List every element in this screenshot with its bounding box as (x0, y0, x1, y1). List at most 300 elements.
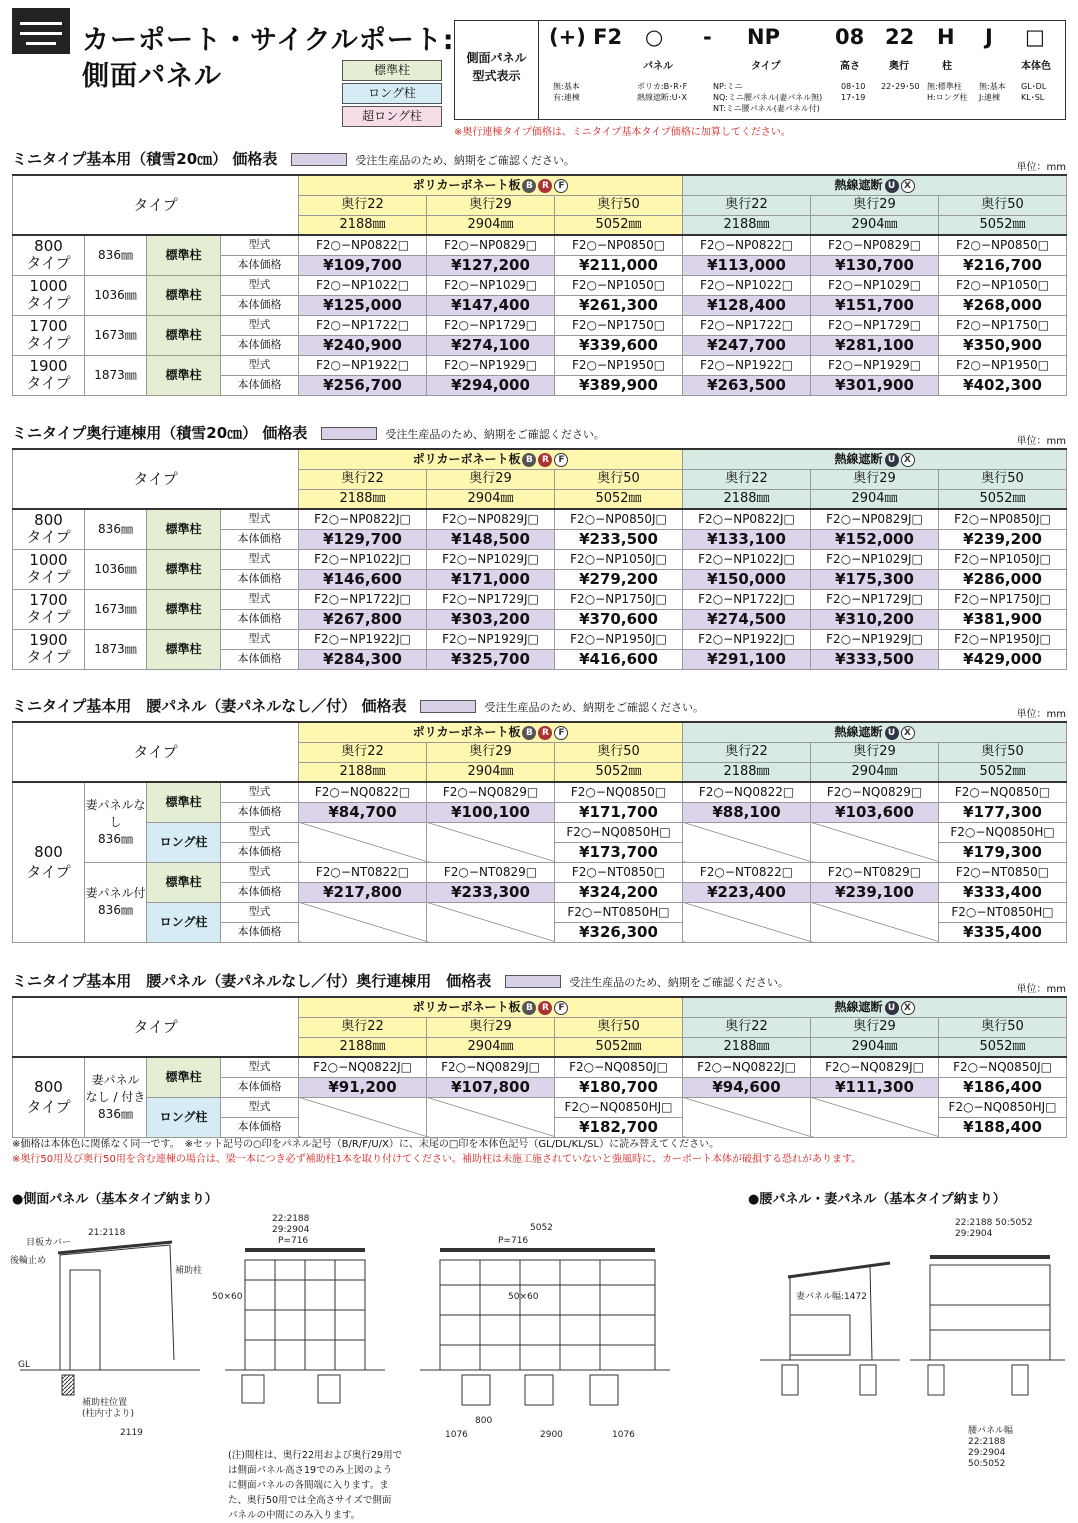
footnote-2: ※奥行50用及び奥行50用を含む連棟の場合は、梁一本につき必ず補助柱1本を取り付けてください。補助柱は未施工施されていないと強風時に、カーポート本体が破損する恐れがあります。 (12, 1154, 862, 1165)
r-icon: R (538, 726, 552, 740)
x-icon: X (901, 179, 915, 193)
table-cell: F2○−NQ0822□ (299, 782, 427, 802)
empty-cell (427, 822, 555, 862)
width-header: 2904㎜ (427, 762, 555, 782)
table-cell: F2○−NP0822□ (299, 235, 427, 255)
depth-header: 奥行50 (555, 742, 683, 762)
table-cell: F2○−NP1729□ (427, 315, 555, 335)
page-subtitle: 側面パネル (82, 61, 222, 92)
model-label: 型式 (221, 549, 299, 569)
table-cell: F2○−NP1729J□ (427, 589, 555, 609)
price-label: 本体価格 (221, 335, 299, 355)
table-cell: F2○−NP1029□ (811, 275, 939, 295)
model-label: 型式 (221, 589, 299, 609)
note-post: 無:標準柱 H:ロング柱 (927, 82, 968, 102)
dim-label-g: 補助柱位置(柱内寸より) (82, 1398, 135, 1419)
type-cell: 1000 タイプ (13, 549, 85, 589)
price-cell: ¥130,700 (811, 255, 939, 275)
price-cell: ¥84,700 (299, 802, 427, 822)
note-depth: 22･29･50 (881, 82, 920, 91)
depth-header: 奥行22 (683, 1017, 811, 1037)
price-label: 本体価格 (221, 375, 299, 395)
b-icon: B (522, 726, 536, 740)
table-cell: F2○−NP1750□ (555, 315, 683, 335)
price-cell: ¥171,700 (555, 802, 683, 822)
width-header: 2188㎜ (683, 762, 811, 782)
width-header: 2904㎜ (427, 489, 555, 509)
made-to-order-swatch (321, 427, 377, 440)
made-to-order-swatch (505, 975, 561, 988)
price-cell: ¥133,100 (683, 529, 811, 549)
post-cell: 標準柱 (147, 355, 221, 395)
price-cell: ¥128,400 (683, 295, 811, 315)
construction-diagrams (0, 1205, 1078, 1515)
price-cell: ¥233,500 (555, 529, 683, 549)
price-label: 本体価格 (221, 255, 299, 275)
height-cell: 1036㎜ (85, 275, 147, 315)
table-cell: F2○−NP1750□ (939, 315, 1067, 335)
sub-type: タイプ (751, 61, 781, 72)
footnote-1: ※価格は本体色に関係なく同一です。 ※セット記号の○印をパネル記号（B/R/F/U/X）に、末尾の□印を本体色記号（GL/DL/KL/SL）に読み替えてください。 (12, 1139, 720, 1150)
price-label: 本体価格 (221, 529, 299, 549)
note-type: NP:ミニ NQ:ミニ腰パネル(妻パネル無) NT:ミニ腰パネル(妻パネル付) (713, 82, 823, 113)
code-panel: ○ (645, 25, 664, 49)
type-cell: 800 タイプ (13, 509, 85, 549)
price-cell: ¥223,400 (683, 882, 811, 902)
table-cell: F2○−NQ0850□ (939, 782, 1067, 802)
depth-header: 奥行29 (427, 742, 555, 762)
post-cell-long: ロング柱 (147, 822, 221, 862)
price-cell: ¥111,300 (811, 1077, 939, 1097)
depth-header: 奥行22 (299, 469, 427, 489)
x-icon: X (901, 453, 915, 467)
poly-header: ポリカーボネート板 B R F (299, 449, 683, 469)
table-cell: F2○−NP1922□ (299, 355, 427, 375)
width-header: 5052㎜ (555, 489, 683, 509)
f-icon: F (554, 726, 568, 740)
table-cell: F2○−NP1022J□ (299, 549, 427, 569)
price-cell: ¥370,600 (555, 609, 683, 629)
price-cell: ¥310,200 (811, 609, 939, 629)
r-icon: R (538, 1001, 552, 1015)
table-cell: F2○−NT0850H□ (555, 902, 683, 922)
order-note: 受注生産品のため、納期をご確認ください。 (484, 701, 705, 714)
price-cell: ¥175,300 (811, 569, 939, 589)
dim-label-k: 1076 (445, 1430, 468, 1440)
order-note: 受注生産品のため、納期をご確認ください。 (355, 154, 575, 167)
depth-header: 奥行29 (811, 1017, 939, 1037)
type-header: タイプ (13, 997, 299, 1057)
code-depth: 22 (885, 25, 915, 49)
price-cell: ¥94,600 (683, 1077, 811, 1097)
table-cell: F2○−NP0829□ (427, 235, 555, 255)
table-cell: F2○−NP0829□ (811, 235, 939, 255)
width-header: 2904㎜ (811, 762, 939, 782)
table-cell: F2○−NT0850□ (555, 862, 683, 882)
depth-header: 奥行29 (427, 1017, 555, 1037)
model-label: 型式 (221, 315, 299, 335)
price-cell: ¥286,000 (939, 569, 1067, 589)
f-icon: F (554, 179, 568, 193)
table-cell: F2○−NT0850□ (939, 862, 1067, 882)
model-label: 型式 (221, 235, 299, 255)
price-cell: ¥239,200 (939, 529, 1067, 549)
unit-label: 単位：mm (1016, 709, 1066, 720)
sub-panel: パネル (643, 61, 673, 72)
price-label: 本体価格 (221, 295, 299, 315)
table-cell: F2○−NP1922J□ (299, 629, 427, 649)
b-icon: B (522, 1001, 536, 1015)
price-cell: ¥291,100 (683, 649, 811, 669)
price-cell: ¥301,900 (811, 375, 939, 395)
height-cell: 1873㎜ (85, 629, 147, 669)
dim-label-l: 2900 (540, 1430, 563, 1440)
dim-label-p: 目板カバー (26, 1238, 72, 1248)
table-cell: F2○−NP0829J□ (427, 509, 555, 529)
r-icon: R (538, 453, 552, 467)
table-cell: F2○−NT0822□ (683, 862, 811, 882)
depth-header: 奥行50 (939, 742, 1067, 762)
model-label: 型式 (221, 782, 299, 802)
table-cell: F2○−NP1022□ (299, 275, 427, 295)
type-header: タイプ (13, 449, 299, 509)
width-header: 2904㎜ (811, 489, 939, 509)
table-cell: F2○−NP1922J□ (683, 629, 811, 649)
table-cell: F2○−NP1050□ (555, 275, 683, 295)
dim-label-d: P=716 (278, 1236, 309, 1246)
price-cell: ¥180,700 (555, 1077, 683, 1097)
dim-label-e: 50×60 (212, 1292, 243, 1302)
heat-header: 熱線遮断 U X (683, 722, 1067, 742)
width-header: 2904㎜ (811, 1037, 939, 1057)
price-label: 本体価格 (221, 882, 299, 902)
dim-label-f: 補助柱 (175, 1266, 203, 1276)
empty-cell (683, 902, 811, 942)
group-cell: 妻パネルなし 836㎜ (85, 782, 147, 862)
order-note: 受注生産品のため、納期をご確認ください。 (385, 428, 605, 441)
price-cell: ¥256,700 (299, 375, 427, 395)
price-cell: ¥152,000 (811, 529, 939, 549)
table-cell: F2○−NQ0822J□ (299, 1057, 427, 1077)
price-cell: ¥103,600 (811, 802, 939, 822)
type-cell: 1900 タイプ (13, 629, 85, 669)
heat-header: 熱線遮断 U X (683, 175, 1067, 195)
price-cell: ¥389,900 (555, 375, 683, 395)
table-cell: F2○−NP1950□ (555, 355, 683, 375)
price-cell: ¥274,100 (427, 335, 555, 355)
note-color: GL･DL KL･SL (1021, 82, 1047, 102)
note-height: 08･10 17･19 (841, 82, 866, 102)
unit-label: 単位：mm (1016, 984, 1066, 995)
model-label: 型式 (221, 1097, 299, 1117)
table-cell: F2○−NP0822□ (683, 235, 811, 255)
price-cell: ¥350,900 (939, 335, 1067, 355)
table-cell: F2○−NP1029J□ (811, 549, 939, 569)
post-cell: 標準柱 (147, 629, 221, 669)
section-title: ミニタイプ基本用 腰パネル（妻パネルなし／付）奥行連棟用 価格表 受注生産品のため、納期をご確認ください。 (12, 972, 789, 990)
table-cell: F2○−NP0850J□ (555, 509, 683, 529)
width-header: 2904㎜ (811, 215, 939, 235)
price-table-basic (12, 148, 1066, 396)
depth-header: 奥行29 (811, 469, 939, 489)
header-warning: ※奥行連棟タイプ価格は、ミニタイプ基本タイプ価格に加算してください。 (454, 127, 791, 138)
post-cell: 標準柱 (147, 275, 221, 315)
width-header: 5052㎜ (555, 215, 683, 235)
depth-header: 奥行22 (683, 195, 811, 215)
price-cell: ¥335,400 (939, 922, 1067, 942)
unit-label: 単位：mm (1016, 162, 1066, 173)
group-cell: 妻パネル付 836㎜ (85, 862, 147, 942)
table-cell: F2○−NP1950J□ (939, 629, 1067, 649)
depth-header: 奥行50 (939, 469, 1067, 489)
empty-cell (299, 1097, 427, 1137)
made-to-order-swatch (291, 153, 347, 166)
u-icon: U (885, 726, 899, 740)
height-cell: 1673㎜ (85, 315, 147, 355)
depth-header: 奥行50 (939, 1017, 1067, 1037)
dim-label-q: 後輪止め (10, 1256, 47, 1266)
price-cell: ¥125,000 (299, 295, 427, 315)
sub-color: 本体色 (1021, 61, 1051, 72)
width-header: 5052㎜ (555, 762, 683, 782)
note-joint: 無:基本 有:連棟 (553, 82, 580, 102)
diagram-title-side: ●側面パネル（基本タイプ納まり） (12, 1192, 218, 1207)
table-cell: F2○−NQ0850HJ□ (555, 1097, 683, 1117)
price-cell: ¥281,100 (811, 335, 939, 355)
height-cell: 1873㎜ (85, 355, 147, 395)
price-label: 本体価格 (221, 922, 299, 942)
table-cell: F2○−NP1729□ (811, 315, 939, 335)
code-post: H (937, 25, 955, 49)
height-cell: 1673㎜ (85, 589, 147, 629)
price-cell: ¥150,000 (683, 569, 811, 589)
table-cell: F2○−NT0829□ (427, 862, 555, 882)
price-cell: ¥233,300 (427, 882, 555, 902)
u-icon: U (885, 453, 899, 467)
price-cell: ¥186,400 (939, 1077, 1067, 1097)
poly-header: ポリカーボネート板 B R F (299, 175, 683, 195)
page-title: カーポート・サイクルポート: (82, 25, 455, 56)
table-cell: F2○−NP0850□ (555, 235, 683, 255)
brand-logo (12, 8, 70, 54)
table-cell: F2○−NP1029□ (427, 275, 555, 295)
price-cell: ¥171,000 (427, 569, 555, 589)
table-cell: F2○−NP1029J□ (427, 549, 555, 569)
table-cell: F2○−NP1050J□ (939, 549, 1067, 569)
price-cell: ¥274,500 (683, 609, 811, 629)
post-cell: 標準柱 (147, 1057, 221, 1097)
table-cell: F2○−NQ0829□ (811, 782, 939, 802)
model-label: 型式 (221, 509, 299, 529)
code-color: □ (1025, 25, 1045, 49)
model-label: 型式 (221, 1057, 299, 1077)
model-label: 型式 (221, 902, 299, 922)
price-cell: ¥91,200 (299, 1077, 427, 1097)
table-cell: F2○−NP1750J□ (939, 589, 1067, 609)
price-cell: ¥109,700 (299, 255, 427, 275)
table-cell: F2○−NP1050□ (939, 275, 1067, 295)
width-header: 5052㎜ (939, 489, 1067, 509)
price-cell: ¥127,200 (427, 255, 555, 275)
f-icon: F (554, 1001, 568, 1015)
type-cell: 1000 タイプ (13, 275, 85, 315)
post-cell: 標準柱 (147, 235, 221, 275)
table-cell: F2○−NQ0850H□ (555, 822, 683, 842)
width-header: 5052㎜ (939, 762, 1067, 782)
code-label: 側面パネル 型式表示 (455, 21, 539, 119)
width-header: 2188㎜ (683, 489, 811, 509)
f-icon: F (554, 453, 568, 467)
price-cell: ¥268,000 (939, 295, 1067, 315)
unit-label: 単位：mm (1016, 436, 1066, 447)
depth-header: 奥行22 (683, 742, 811, 762)
height-cell: 836㎜ (85, 509, 147, 549)
table-cell: F2○−NP1929J□ (427, 629, 555, 649)
price-cell: ¥303,200 (427, 609, 555, 629)
depth-header: 奥行22 (299, 742, 427, 762)
price-label: 本体価格 (221, 1077, 299, 1097)
price-cell: ¥211,000 (555, 255, 683, 275)
table-cell: F2○−NQ0829J□ (427, 1057, 555, 1077)
price-cell: ¥151,700 (811, 295, 939, 315)
heat-header: 熱線遮断 U X (683, 997, 1067, 1017)
height-cell: 836㎜ (85, 235, 147, 275)
section-title: ミニタイプ基本用（積雪20㎝） 価格表 受注生産品のため、納期をご確認ください。 (12, 150, 575, 168)
table-cell: F2○−NP1950J□ (555, 629, 683, 649)
price-cell: ¥294,000 (427, 375, 555, 395)
dim-label-b: 22:2188 29:2904 (272, 1214, 310, 1235)
table-cell: F2○−NP0850□ (939, 235, 1067, 255)
width-header: 5052㎜ (555, 1037, 683, 1057)
price-cell: ¥333,400 (939, 882, 1067, 902)
price-cell: ¥261,300 (555, 295, 683, 315)
group-cell: 妻パネル なし / 付き 836㎜ (85, 1057, 147, 1137)
dim-label-k2: 1076 (612, 1430, 635, 1440)
legend-extra-long: 超ロング柱 (342, 106, 442, 127)
table-cell: F2○−NQ0829□ (427, 782, 555, 802)
table-cell: F2○−NQ0850H□ (939, 822, 1067, 842)
width-header: 5052㎜ (939, 215, 1067, 235)
price-cell: ¥182,700 (555, 1117, 683, 1137)
price-cell: ¥279,200 (555, 569, 683, 589)
table-cell: F2○−NP1050J□ (555, 549, 683, 569)
dim-label-gl: GL (18, 1360, 30, 1370)
table-cell: F2○−NP1929□ (427, 355, 555, 375)
dim-label-a: 21:2118 (88, 1228, 126, 1238)
empty-cell (299, 822, 427, 862)
heat-header: 熱線遮断 U X (683, 449, 1067, 469)
price-cell: ¥326,300 (555, 922, 683, 942)
diagram-note: (注)間柱は、奥行22用および奥行29用で は側面パネル高さ19でのみ上図のよう に側面パネルの各間端に入ります。ま た、奥行50用では全高さサイズで側面 パネルの中間にのみ入ります。 (228, 1450, 403, 1521)
table-cell: F2○−NT0822□ (299, 862, 427, 882)
u-icon: U (885, 179, 899, 193)
price-cell: ¥339,600 (555, 335, 683, 355)
table-cell: F2○−NQ0822J□ (683, 1057, 811, 1077)
empty-cell (427, 902, 555, 942)
height-cell: 1036㎜ (85, 549, 147, 589)
price-cell: ¥239,100 (811, 882, 939, 902)
price-table-waist (12, 695, 1066, 943)
width-header: 2188㎜ (299, 762, 427, 782)
table-cell: F2○−NP1722J□ (299, 589, 427, 609)
price-cell: ¥284,300 (299, 649, 427, 669)
depth-header: 奥行29 (811, 742, 939, 762)
post-cell: 標準柱 (147, 589, 221, 629)
price-cell: ¥429,000 (939, 649, 1067, 669)
order-note: 受注生産品のため、納期をご確認ください。 (569, 976, 789, 989)
r-icon: R (538, 179, 552, 193)
dim-label-d2: P=716 (498, 1236, 529, 1246)
price-cell: ¥179,300 (939, 842, 1067, 862)
post-cell: 標準柱 (147, 782, 221, 822)
table-cell: F2○−NP1922□ (683, 355, 811, 375)
table-cell: F2○−NP1729J□ (811, 589, 939, 609)
table-cell: F2○−NP1722J□ (683, 589, 811, 609)
width-header: 2188㎜ (299, 1037, 427, 1057)
price-cell: ¥381,900 (939, 609, 1067, 629)
table-cell: F2○−NQ0850J□ (939, 1057, 1067, 1077)
price-cell: ¥188,400 (939, 1117, 1067, 1137)
price-cell: ¥129,700 (299, 529, 427, 549)
price-cell: ¥107,800 (427, 1077, 555, 1097)
price-cell: ¥324,200 (555, 882, 683, 902)
empty-cell (299, 902, 427, 942)
table-cell: F2○−NQ0829J□ (811, 1057, 939, 1077)
post-cell: 標準柱 (147, 509, 221, 549)
model-label: 型式 (221, 275, 299, 295)
table-cell: F2○−NP1950□ (939, 355, 1067, 375)
dim-label-m: 800 (475, 1416, 493, 1426)
table-cell: F2○−NQ0850□ (555, 782, 683, 802)
dim-label-j: 22:2188 50:5052 29:2904 (955, 1218, 1033, 1239)
price-cell: ¥113,000 (683, 255, 811, 275)
price-cell: ¥173,700 (555, 842, 683, 862)
b-icon: B (522, 179, 536, 193)
price-cell: ¥402,300 (939, 375, 1067, 395)
code-type: NP (747, 25, 780, 49)
price-label: 本体価格 (221, 842, 299, 862)
price-cell: ¥263,500 (683, 375, 811, 395)
table-cell: F2○−NP1722□ (299, 315, 427, 335)
post-cell: 標準柱 (147, 315, 221, 355)
dim-label-i: 腰パネル幅 22:2188 29:2904 50:5052 (968, 1426, 1014, 1469)
price-cell: ¥325,700 (427, 649, 555, 669)
type-cell: 800 タイプ (13, 1057, 85, 1137)
code-height: 08 (835, 25, 865, 49)
table-cell: F2○−NP1722□ (683, 315, 811, 335)
width-header: 2188㎜ (683, 1037, 811, 1057)
depth-header: 奥行50 (555, 1017, 683, 1037)
table-cell: F2○−NP0822J□ (683, 509, 811, 529)
table-cell: F2○−NP1929J□ (811, 629, 939, 649)
width-header: 2188㎜ (683, 215, 811, 235)
depth-header: 奥行50 (939, 195, 1067, 215)
width-header: 2904㎜ (427, 215, 555, 235)
section-title: ミニタイプ基本用 腰パネル（妻パネルなし／付） 価格表 受注生産品のため、納期をご確認ください。 (12, 697, 705, 715)
price-cell: ¥240,900 (299, 335, 427, 355)
price-cell: ¥247,700 (683, 335, 811, 355)
dim-label-e2: 50×60 (508, 1292, 539, 1302)
x-icon: X (901, 726, 915, 740)
dim-label-c: 5052 (530, 1223, 553, 1233)
legend-standard: 標準柱 (342, 60, 442, 81)
dim-label-n: 2119 (120, 1428, 143, 1438)
type-cell: 800 タイプ (13, 235, 85, 275)
width-header: 5052㎜ (939, 1037, 1067, 1057)
section-title: ミニタイプ奥行連棟用（積雪20㎝） 価格表 受注生産品のため、納期をご確認ください。 (12, 424, 605, 442)
price-cell: ¥177,300 (939, 802, 1067, 822)
empty-cell (811, 902, 939, 942)
